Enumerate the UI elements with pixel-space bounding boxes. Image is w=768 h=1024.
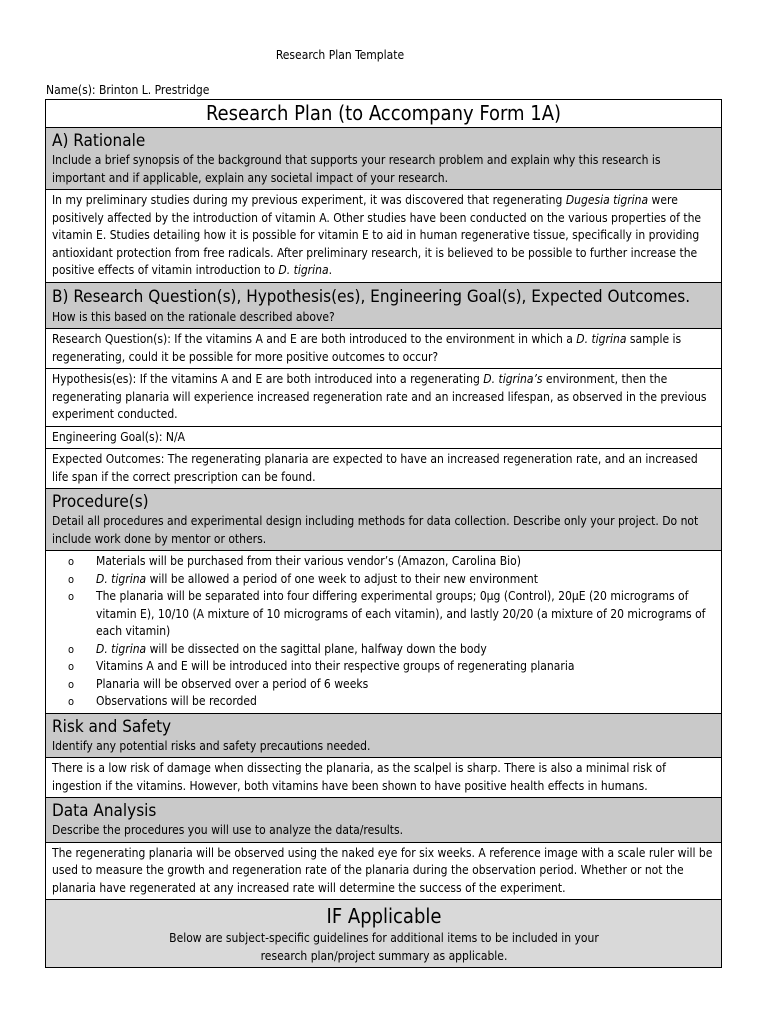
species-name-short: D. tigrina — [278, 263, 329, 277]
research-question-text-2: sample is regenerating, could it be possible for more positive outcomes to occur? — [52, 332, 682, 364]
list-item-text: The planaria will be separated into four differing experimental groups; 0μg (Control), 20μE (20 micrograms of vitamin E), 10/10 (A mixture of 10 micrograms of each vitamin), and lastly 20/20 (a mixture of 20 micrograms of each vitamin) — [96, 589, 706, 638]
hypothesis-text-2: environment, then the regenerating planaria will experience increased regeneration rate and an increased lifespan, as observed in the previous experiment conducted. — [52, 372, 707, 421]
procedures-title: Procedure(s) — [52, 492, 149, 512]
bullet-icon: o — [68, 660, 75, 673]
risk-safety-description: Identify any potential risks and safety precautions needed. — [52, 738, 371, 753]
if-applicable-section — [46, 900, 722, 968]
procedures-description: Detail all procedures and experimental design including methods for data collection. Describe only your project. Do not include work done by mentor or others. — [52, 514, 699, 546]
hypothesis-row — [46, 369, 722, 427]
list-item — [68, 693, 716, 711]
rationale-body-text-2: were positively affected by the introduction of vitamin A. Other studies have been conducted on the various properties of the vitamin E. Studies detailing how it is possible for vitamin E to aid in human regenerative tissue, specifically in providing antioxidant protection from free radicals. After preliminary research, it is believed to be possible to further increase the positive effects of vitamin introduction to — [52, 193, 702, 277]
species-name: D. tigrina — [96, 571, 147, 586]
list-item-text: Observations will be recorded — [96, 694, 257, 708]
species-name: D. tigrina’s — [483, 372, 543, 386]
bullet-icon: o — [68, 572, 75, 586]
research-question-text-1: Research Question(s): If the vitamins A and E are both introduced to the environment in which a — [52, 332, 577, 346]
procedures-list — [52, 553, 716, 711]
research-question-header — [46, 282, 722, 329]
species-name: Dugesia tigrina — [565, 193, 649, 207]
list-item-text: Vitamins A and E will be introduced into their respective groups of regenerating planaria — [96, 659, 575, 673]
template-title: Research Plan Template — [275, 48, 405, 62]
research-question-description: How is this based on the rationale described above? — [52, 309, 335, 324]
list-item-text: Materials will be purchased from their various vendor’s (Amazon, Carolina Bio) — [96, 554, 521, 568]
risk-safety-body: There is a low risk of damage when dissecting the planaria, as the scalpel is sharp. There is also a minimal risk of ingestion if the vitamins. However, both vitamins have been shown to have positive health effects in humans. — [46, 758, 722, 798]
if-applicable-line-2: research plan/project summary as applicable. — [260, 948, 508, 963]
bullet-icon: o — [68, 695, 75, 708]
data-analysis-description: Describe the procedures you will use to analyze the data/results. — [52, 823, 403, 837]
rationale-body — [46, 190, 722, 283]
rationale-title: A) Rationale — [52, 131, 146, 151]
expected-outcomes-row: Expected Outcomes: The regenerating planaria are expected to have an increased regeneration rate, and an increased life span if the correct prescription can be found. — [46, 449, 722, 489]
research-question-row — [46, 329, 722, 369]
rationale-description: Include a brief synopsis of the background that supports your research problem and explain why this research is important and if applicable, explain any societal impact of your research. — [52, 153, 661, 185]
rationale-header — [46, 128, 722, 190]
list-item-text: will be allowed a period of one week to adjust to their new environment — [146, 571, 538, 586]
list-item — [68, 641, 716, 659]
names-line: Name(s): Brinton L. Prestridge — [46, 83, 210, 97]
bullet-icon: o — [68, 677, 75, 691]
data-analysis-body: The regenerating planaria will be observed using the naked eye for six weeks. A reference image with a scale ruler will be used to measure the growth and regeneration rate of the planaria during the observation period. Whether or not the planaria have regenerated at any increased rate will determine the success of the experiment. — [46, 842, 722, 900]
engineering-goal-row: Engineering Goal(s): N/A — [46, 426, 722, 449]
hypothesis-text-1: Hypothesis(es): If the vitamins A and E are both introduced into a regenerating — [52, 372, 484, 386]
plan-title: Research Plan (to Accompany Form 1A) — [46, 100, 722, 128]
bullet-icon: o — [68, 642, 75, 656]
procedures-header — [46, 489, 722, 551]
bullet-icon: o — [68, 555, 75, 568]
list-item — [68, 588, 716, 641]
bullet-icon: o — [68, 590, 75, 603]
procedures-body — [46, 551, 722, 714]
if-applicable-title: IF Applicable — [326, 904, 442, 928]
rationale-body-text-1: In my preliminary studies during my previous experiment, it was discovered that regenerating — [52, 193, 566, 207]
data-analysis-header — [46, 798, 722, 843]
species-name: D. tigrina — [96, 641, 147, 656]
list-item-text: will be dissected on the sagittal plane, halfway down the body — [146, 641, 487, 656]
list-item — [68, 658, 716, 676]
list-item — [68, 676, 716, 694]
risk-safety-header — [46, 713, 722, 758]
species-name: D. tigrina — [576, 332, 627, 346]
research-question-title: B) Research Question(s), Hypothesis(es), Engineering Goal(s), Expected Outcomes. — [52, 286, 691, 307]
if-applicable-line-1: Below are subject-specific guidelines for additional items to be included in your — [169, 931, 599, 945]
list-item — [68, 553, 716, 571]
data-analysis-title: Data Analysis — [52, 801, 157, 821]
rationale-body-end: . — [328, 263, 333, 277]
risk-safety-title: Risk and Safety — [52, 716, 172, 737]
list-item — [68, 571, 716, 589]
research-plan-table — [45, 99, 722, 968]
list-item-text: Planaria will be observed over a period of 6 weeks — [96, 676, 369, 691]
